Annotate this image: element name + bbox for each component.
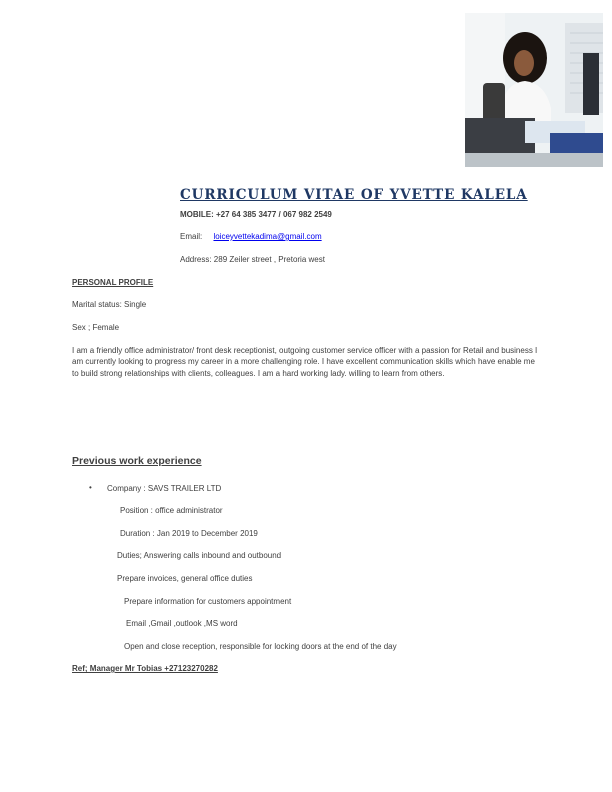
- email-row: [180, 232, 322, 241]
- bullet-icon: •: [89, 483, 92, 492]
- company: Company : SAVS TRAILER LTD: [107, 484, 222, 493]
- sex: Sex ; Female: [72, 323, 120, 332]
- marital-status: Marital status: Single: [72, 300, 147, 309]
- profile-photo-illustration: [465, 13, 603, 167]
- personal-profile-heading: PERSONAL PROFILE: [72, 278, 154, 287]
- duration: Duration : Jan 2019 to December 2019: [120, 529, 258, 538]
- duty-reception: Open and close reception, responsible for locking doors at the end of the day: [124, 642, 397, 651]
- work-experience-heading: Previous work experience: [72, 455, 202, 467]
- duty-software: Email ,Gmail ,outlook ,MS word: [126, 619, 238, 628]
- profile-photo: [465, 13, 603, 167]
- email-label: Email:: [180, 232, 203, 241]
- address: Address: 289 Zeiler street , Pretoria west: [180, 255, 325, 264]
- duty-invoices: Prepare invoices, general office duties: [117, 574, 253, 583]
- position: Position : office administrator: [120, 506, 223, 515]
- email-link[interactable]: loiceyvettekadima@gmail.com: [213, 232, 322, 241]
- reference: Ref; Manager Mr Tobias +27123270282: [72, 664, 218, 673]
- duty-appointments: Prepare information for customers appointment: [124, 597, 292, 606]
- duty-answering-calls: Duties; Answering calls inbound and outbound: [117, 551, 282, 560]
- profile-summary: I am a friendly office administrator/ front desk receptionist, outgoing customer service officer with a passion for Retail and business I am currently looking to progress my career in a more challenging role. I have excellent communication skills which have enable me to build strong relationships with clients, colleagues. I am a hard working lady. willing to learn from others.: [72, 346, 538, 378]
- cv-title: CURRICULUM VITAE OF YVETTE KALELA: [180, 187, 528, 203]
- mobile-number: MOBILE: +27 64 385 3477 / 067 982 2549: [180, 210, 332, 219]
